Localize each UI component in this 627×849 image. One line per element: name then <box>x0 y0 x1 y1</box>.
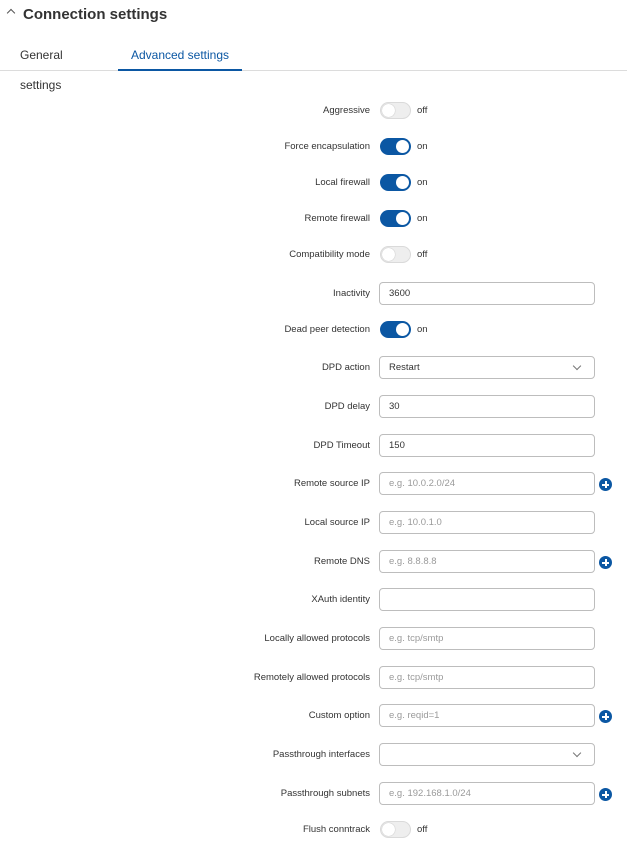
tab-bar <box>0 40 627 92</box>
remote-dns-row <box>0 550 627 574</box>
remote-source-ip-input[interactable] <box>379 472 595 495</box>
passthrough-subnets-input[interactable] <box>379 782 595 805</box>
local-firewall-label: Local firewall <box>315 177 370 188</box>
dead-peer-detection-toggle[interactable] <box>380 321 411 338</box>
aggressive-toggle[interactable] <box>380 102 411 119</box>
compatibility-mode-row <box>0 243 627 267</box>
xauth-identity-label: XAuth identity <box>311 594 370 605</box>
local-firewall-state: on <box>417 177 428 188</box>
toggle-knob <box>382 104 395 117</box>
remote-dns-label: Remote DNS <box>314 556 370 567</box>
inactivity-label: Inactivity <box>333 288 370 299</box>
local-firewall-row <box>0 171 627 195</box>
local-source-ip-input[interactable] <box>379 511 595 534</box>
remote-firewall-row <box>0 207 627 231</box>
locally-allowed-protocols-label: Locally allowed protocols <box>264 633 370 644</box>
force-encapsulation-label: Force encapsulation <box>284 141 370 152</box>
remotely-allowed-protocols-row <box>0 666 627 690</box>
compatibility-mode-toggle[interactable] <box>380 246 411 263</box>
dpd-delay-input[interactable] <box>379 395 595 418</box>
section-title: Connection settings <box>23 6 168 23</box>
chevron-down-icon <box>573 749 581 757</box>
custom-option-input[interactable] <box>379 704 595 727</box>
xauth-identity-input[interactable] <box>379 588 595 611</box>
toggle-knob <box>396 212 409 225</box>
toggle-knob <box>382 248 395 261</box>
flush-conntrack-toggle[interactable] <box>380 821 411 838</box>
connection-settings-header[interactable] <box>0 0 627 30</box>
locally-allowed-protocols-row <box>0 627 627 651</box>
inactivity-input[interactable] <box>379 282 595 305</box>
add-custom-option-button[interactable] <box>599 710 612 723</box>
dpd-action-label: DPD action <box>321 362 370 373</box>
local-source-ip-row <box>0 511 627 535</box>
passthrough-subnets-label: Passthrough subnets <box>280 788 370 799</box>
dpd-timeout-input[interactable] <box>379 434 595 457</box>
add-passthrough-subnet-button[interactable] <box>599 788 612 801</box>
dpd-timeout-row <box>0 434 627 458</box>
toggle-knob <box>396 176 409 189</box>
remotely-allowed-protocols-input[interactable] <box>379 666 595 689</box>
flush-conntrack-state: off <box>417 824 428 835</box>
dead-peer-detection-state: on <box>417 324 428 335</box>
chevron-up-icon[interactable] <box>7 9 15 17</box>
custom-option-label: Custom option <box>308 710 370 721</box>
toggle-knob <box>396 323 409 336</box>
force-encapsulation-state: on <box>417 141 428 152</box>
dead-peer-detection-label: Dead peer detection <box>284 324 370 335</box>
dead-peer-detection-row <box>0 318 627 342</box>
add-remote-source-ip-button[interactable] <box>599 478 612 491</box>
locally-allowed-protocols-input[interactable] <box>379 627 595 650</box>
inactivity-row <box>0 282 627 306</box>
dpd-action-value: Restart <box>389 362 420 373</box>
chevron-down-icon <box>573 362 581 370</box>
passthrough-interfaces-label: Passthrough interfaces <box>272 749 370 760</box>
flush-conntrack-label: Flush conntrack <box>302 824 370 835</box>
remotely-allowed-protocols-label: Remotely allowed protocols <box>253 672 370 683</box>
passthrough-subnets-row <box>0 782 627 806</box>
dpd-delay-row <box>0 395 627 419</box>
passthrough-interfaces-row <box>0 743 627 767</box>
tab-general-settings[interactable]: General settings <box>20 48 63 92</box>
xauth-identity-row <box>0 588 627 612</box>
aggressive-label: Aggressive <box>323 105 370 116</box>
remote-firewall-state: on <box>417 213 428 224</box>
force-encapsulation-row <box>0 135 627 159</box>
flush-conntrack-row <box>0 818 627 842</box>
remote-source-ip-label: Remote source IP <box>293 478 370 489</box>
dpd-action-select[interactable] <box>379 356 595 379</box>
remote-firewall-label: Remote firewall <box>304 213 370 224</box>
toggle-knob <box>396 140 409 153</box>
force-encapsulation-toggle[interactable] <box>380 138 411 155</box>
aggressive-row <box>0 99 627 123</box>
local-firewall-toggle[interactable] <box>380 174 411 191</box>
remote-firewall-toggle[interactable] <box>380 210 411 227</box>
tab-advanced-settings[interactable]: Advanced settings <box>118 40 242 71</box>
aggressive-state: off <box>417 105 428 116</box>
compatibility-mode-label: Compatibility mode <box>289 249 370 260</box>
compatibility-mode-state: off <box>417 249 428 260</box>
passthrough-interfaces-select[interactable] <box>379 743 595 766</box>
toggle-knob <box>382 823 395 836</box>
dpd-action-row <box>0 356 627 380</box>
dpd-delay-label: DPD delay <box>324 401 370 412</box>
dpd-timeout-label: DPD Timeout <box>313 440 370 451</box>
custom-option-row <box>0 704 627 728</box>
local-source-ip-label: Local source IP <box>304 517 370 528</box>
add-remote-dns-button[interactable] <box>599 556 612 569</box>
remote-dns-input[interactable] <box>379 550 595 573</box>
remote-source-ip-row <box>0 472 627 496</box>
